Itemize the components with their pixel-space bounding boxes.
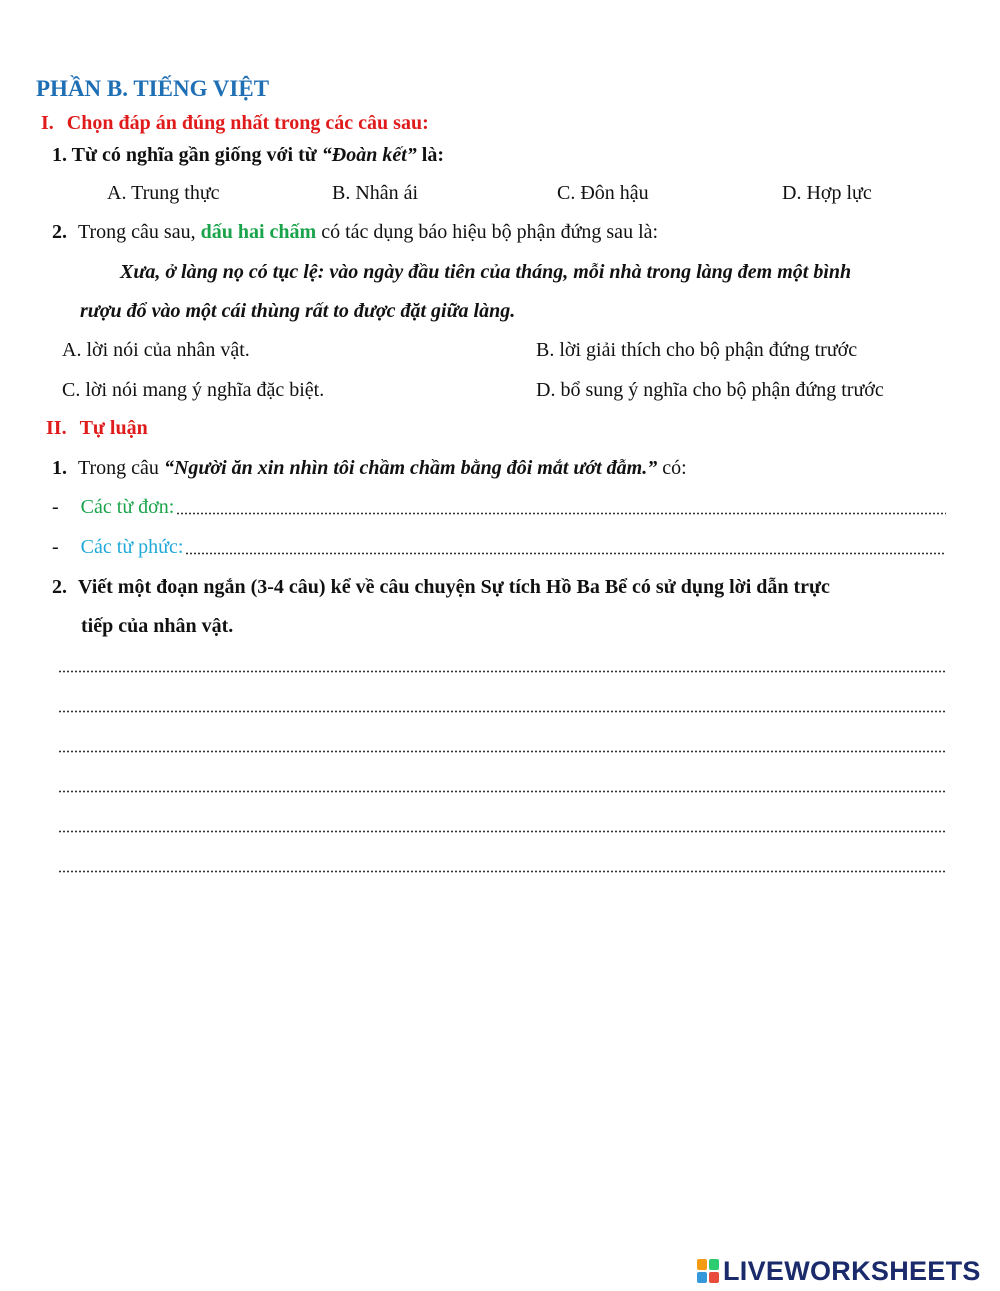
- writing-line-dots[interactable]: [58, 870, 946, 873]
- q2-option-d[interactable]: D. bổ sung ý nghĩa cho bộ phận đứng trước: [536, 379, 884, 401]
- writing-line-dots[interactable]: [58, 710, 946, 713]
- writing-line: [58, 734, 946, 758]
- logo-block: [709, 1272, 719, 1283]
- writing-line-dots[interactable]: [58, 830, 946, 833]
- single-words-label: Các từ đơn:: [80, 496, 175, 518]
- question-2-number: 2.: [52, 221, 67, 243]
- question-2-text: Trong câu sau,: [78, 221, 201, 243]
- essay-2-number: 2.: [52, 576, 67, 598]
- writing-line: [58, 654, 946, 678]
- essay-1-text: Trong câu: [78, 457, 164, 479]
- q2-option-c[interactable]: C. lời nói mang ý nghĩa đặc biệt.: [62, 379, 325, 401]
- bullet-dash: -: [52, 536, 59, 558]
- question-2-text-end: có tác dụng báo hiệu bộ phận đứng sau là:: [316, 221, 659, 243]
- section-1-heading: [41, 111, 429, 135]
- essay-question-1: [52, 456, 687, 480]
- logo-block: [697, 1259, 707, 1270]
- essay-1-text-end: có:: [657, 457, 687, 479]
- writing-line: [58, 694, 946, 718]
- compound-words-answer-line[interactable]: [185, 552, 946, 555]
- q2-option-a[interactable]: A. lời nói của nhân vật.: [62, 339, 250, 361]
- q1-option-b[interactable]: B. Nhân ái: [332, 182, 419, 204]
- essay-1-number: 1.: [52, 457, 67, 479]
- passage-line-2: rượu đổ vào một cái thùng rất to được đặt giữa làng.: [80, 300, 516, 322]
- section-1-title: Chọn đáp án đúng nhất trong các câu sau:: [66, 112, 429, 134]
- q2-option-b[interactable]: B. lời giải thích cho bộ phận đứng trước: [536, 339, 858, 361]
- section-2-title: Tự luận: [79, 417, 148, 439]
- part-title: PHẦN B. TIẾNG VIỆT: [36, 76, 270, 101]
- essay-question-2: [52, 575, 830, 599]
- question-1-text: Từ có nghĩa gần giống với từ: [71, 144, 322, 166]
- question-1-number: 1.: [52, 144, 67, 166]
- section-1-number: I.: [41, 112, 54, 134]
- bullet-dash: -: [52, 496, 59, 518]
- liveworksheets-logo-icon: [697, 1259, 719, 1283]
- writing-line-dots[interactable]: [58, 670, 946, 673]
- question-1: [52, 143, 444, 167]
- writing-line: [58, 814, 946, 838]
- writing-line: [58, 854, 946, 878]
- passage-line-1: Xưa, ở làng nọ có tục lệ: vào ngày đầu tiên của tháng, mỗi nhà trong làng đem một bình: [120, 261, 852, 283]
- compound-words-row: [52, 536, 946, 560]
- q1-option-c[interactable]: C. Đôn hậu: [557, 182, 649, 204]
- single-words-row: [52, 496, 946, 520]
- q1-option-d[interactable]: D. Hợp lực: [782, 182, 872, 204]
- section-2-number: II.: [46, 417, 67, 439]
- logo-block: [697, 1272, 707, 1283]
- compound-words-label: Các từ phức:: [80, 536, 184, 558]
- section-2-heading: [46, 416, 148, 440]
- q1-option-a[interactable]: A. Trung thực: [107, 182, 220, 204]
- single-words-answer-line[interactable]: [176, 512, 946, 515]
- essay-2-line-2: tiếp của nhân vật.: [81, 615, 234, 637]
- question-2-highlight: dấu hai chấm: [200, 221, 317, 243]
- liveworksheets-logo-text: LIVEWORKSHEETS: [723, 1255, 981, 1286]
- writing-line-dots[interactable]: [58, 790, 946, 793]
- essay-1-quote: “Người ăn xin nhìn tôi chầm chầm bằng đôi mắt ướt đẫm.”: [163, 457, 658, 479]
- question-2: [52, 220, 658, 244]
- logo-block: [709, 1259, 719, 1270]
- question-1-quote: “Đoàn kết”: [321, 144, 417, 166]
- writing-line-dots[interactable]: [58, 750, 946, 753]
- question-1-text-end: là:: [416, 144, 444, 166]
- essay-2-line-1: Viết một đoạn ngắn (3-4 câu) kể về câu chuyện Sự tích Hồ Ba Bể có sử dụng lời dẫn trực: [78, 576, 830, 598]
- writing-line: [58, 774, 946, 798]
- liveworksheets-logo: [697, 1256, 981, 1286]
